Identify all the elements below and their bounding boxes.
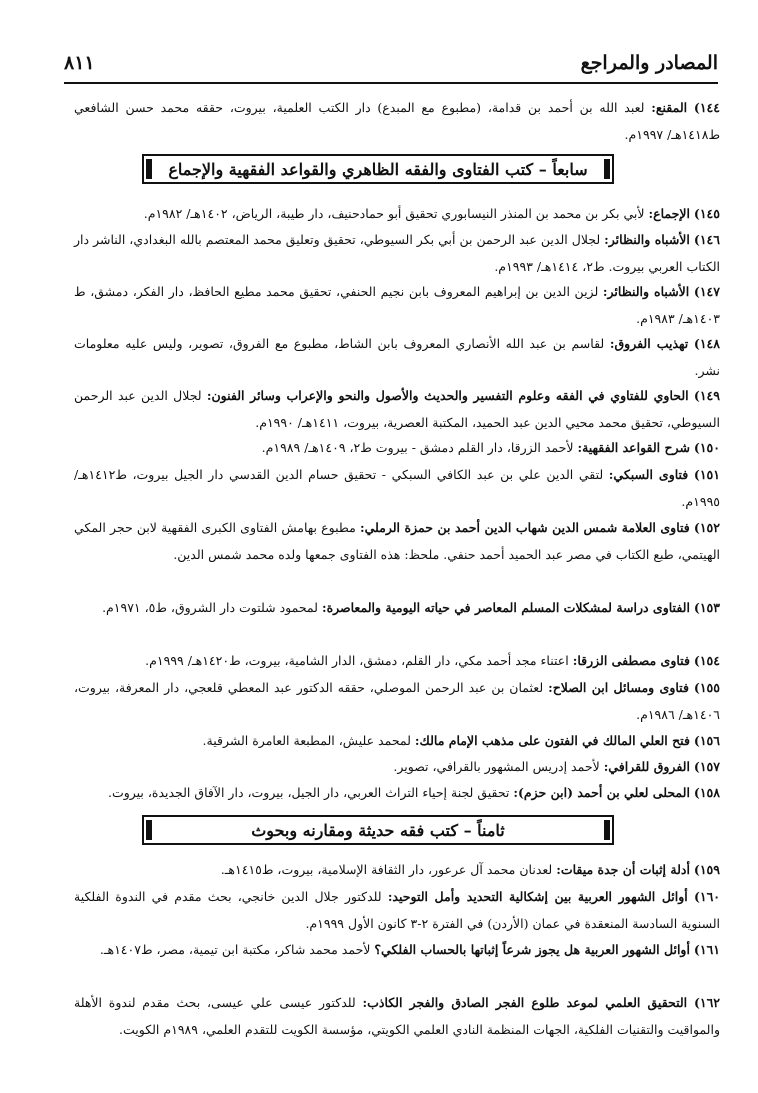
entry-number: ١٤٩) [693,388,720,403]
entry-text: لمحمود شلتوت دار الشروق، ط٥، ١٩٧١م. [102,600,318,615]
entry-text: لزين الدين بن إبراهيم المعروف بابن نجيم الحنفي، تحقيق محمد مطيع الحافظ، دار الفكر، دمشق، ط ١٤٠٣هـ/ ١٩٨٣م. [74,284,720,326]
entry-title: الفتاوى دراسة لمشكلات المسلم المعاصر في حياته اليومية والمعاصرة: [321,600,690,615]
entry-text: للدكتور جلال الدين خانجي، بحث مقدم في الندوة الفلكية السنوية السادسة المنعقدة في عمان (الأردن) في الفترة ٢-٣ كانون الأول ١٩٩٩م. [74,889,720,931]
entry-text: لقاسم بن عبد الله الأنصاري المعروف بابن الشاط، مطبوع مع الفروق، تصوير، وليس عليه معلومات نشر. [74,336,720,378]
reference-entry [74,200,720,227]
reference-entry [74,753,720,780]
reference-entry [74,883,720,937]
entry-number: ١٤٨) [693,336,720,351]
entry-title: فتاوى العلامة شمس الدين شهاب الدين أحمد بن حمزة الرملي: [359,520,690,535]
entry-title: الإجماع: [648,206,690,221]
entry-number: ١٥٦) [693,733,720,748]
entry-title: المحلى لعلي بن أحمد (ابن حزم): [513,785,690,800]
entry-number: ١٥٧) [693,759,720,774]
entry-number: ١٦٢) [693,995,721,1010]
entry-title: الأشباه والنظائر: [602,284,690,299]
entry-text: تحقيق لجنة إحياء التراث العربي، دار الجيل، بيروت، دار الآفاق الجديدة، بيروت. [107,785,510,800]
reference-entry [74,594,720,621]
entry-title: الحاوي للفتاوي في الفقه وعلوم التفسير والحديث والأصول والنحو والإعراب وسائر الفنون: [206,388,689,403]
entry-title: الأشباه والنظائر: [604,232,690,247]
entry-title: فتاوى السبكي: [608,467,689,482]
reference-entry [74,989,720,1043]
entry-title: التحقيق العلمي لموعد طلوع الفجر الصادق والفجر الكاذب: [362,995,688,1010]
entry-text: لعثمان بن عبد الرحمن الموصلي، حققه الدكتور عبد المعطي قلعجي، دار المعرفة، بيروت، ١٤٠٦هـ/ ١٩٨٦م. [74,680,720,722]
reference-entry [74,226,720,280]
reference-entry [74,779,720,806]
reference-entry [74,936,720,963]
page-number: ٨١١ [64,52,95,74]
running-title: المصادر والمراجع [580,52,718,74]
entry-text: لأحمد محمد شاكر، مكتبة ابن تيمية، مصر، ط١٤٠٧هـ. [99,942,371,957]
reference-entry [74,94,720,148]
entry-number: ١٥٨) [693,785,720,800]
entry-title: المقنع: [651,100,688,115]
entry-text: لأحمد إدريس المشهور بالقرافي، تصوير. [393,759,600,774]
entry-number: ١٥١) [693,467,720,482]
entry-title: أوائل الشهور العربية بين إشكالية التحديد وأمل التوحيد: [387,889,688,904]
entry-number: ١٥٩) [693,862,720,877]
entry-title: فتاوى مصطفى الزرقا: [572,653,690,668]
reference-entry [74,647,720,674]
entry-text: للدكتور عيسى علي عيسى، بحث مقدم لندوة الأهلة والمواقيت والتقنيات الفلكية، الجهات المنظمة النادي العلمي الكويتي، مؤسسة الكويت للتقدم العلمي، ١٩٨٩م الكويت. [74,995,720,1037]
entry-text: لتقي الدين علي بن عبد الكافي السبكي - تحقيق حسام الدين القدسي دار الجيل بيروت، ط١٤١٢هـ/ ١٩٩٥م. [74,467,720,509]
entry-title: تهذيب الفروق: [609,336,689,351]
entry-title: شرح القواعد الفقهية: [577,440,690,455]
section-heading [142,815,614,845]
entry-number: ١٤٥) [693,206,720,221]
entry-title: أدلة إثبات أن جدة ميقات: [556,862,690,877]
entry-text: لأبي بكر بن محمد بن المنذر النيسابوري تحقيق أبو حمادحنيف، دار طيبة، الرياض، ١٤٠٢هـ/ ١٩٨٢م. [143,206,645,221]
entry-number: ١٥٢) [693,520,720,535]
entry-text: مطبوع بهامش الفتاوى الكبرى الفقهية لابن حجر المكي الهيتمي، طبع الكتاب في مصر عبد الحميد أحمد حنفي. ملحظ: هذه الفتاوى جمعها ولده محمد شمس الدين. [74,520,720,562]
entry-number: ١٥٤) [693,653,720,668]
entry-number: ١٥٣) [693,600,720,615]
entry-text: اعتناء مجد أحمد مكي، دار القلم، دمشق، الدار الشامية، بيروت، ط١٤٢٠هـ/ ١٩٩٩م. [145,653,569,668]
entry-title: فتاوى ومسائل ابن الصلاح: [548,680,689,695]
entry-number: ١٤٦) [693,232,720,247]
entry-text: لعبد الله بن أحمد بن قدامة، (مطبوع مع المبدع) دار الكتب العلمية، بيروت، حققه محمد حسن الشافعي ط١٤١٨هـ/ ١٩٩٧م. [74,100,720,142]
entry-text: لجلال الدين عبد الرحمن السيوطي، تحقيق محمد محيي الدين عبد الحميد، المكتبة العصرية، بيروت، ١٤١١هـ/ ١٩٩٠م. [74,388,720,430]
reference-entry [74,727,720,754]
reference-entry [74,278,720,332]
entry-title: فتح العلي المالك في الفتون على مذهب الإمام مالك: [414,733,690,748]
entry-text: لأحمد الزرقا، دار القلم دمشق - بيروت ط٢، ١٤٠٩هـ/ ١٩٨٩م. [261,440,574,455]
reference-entry [74,514,720,568]
entry-number: ١٤٧) [693,284,720,299]
entry-number: ١٦١) [693,942,720,957]
section-title: ثامناً – كتب فقه حديثة ومقارنه وبحوث [251,820,505,840]
entry-text: لعدنان محمد آل عرعور، دار الثقافة الإسلامية، بيروت، ط١٤١٥هـ. [220,862,553,877]
reference-entry [74,674,720,728]
section-heading [142,154,614,184]
page-header [64,48,718,84]
entry-number: ١٥٥) [693,680,720,695]
reference-entry [74,382,720,436]
reference-entry [74,434,720,461]
reference-entry [74,461,720,515]
reference-entry [74,856,720,883]
entry-number: ١٥٠) [693,440,720,455]
entry-number: ١٤٤) [693,100,720,115]
entry-text: لجلال الدين عبد الرحمن بن أبي بكر السيوطي، تحقيق وتعليق محمد المعتصم بالله البغدادي، الناشر دار الكتاب العربي بيروت. ط٢، ١٤١٤هـ/ ١٩٩٣م. [74,232,720,274]
section-title: سابعاً – كتب الفتاوى والفقه الظاهري والقواعد الفقهية والإجماع [168,159,588,179]
entry-text: لمحمد عليش، المطبعة العامرة الشرقية. [202,733,411,748]
entry-number: ١٦٠) [693,889,721,904]
reference-entry [74,330,720,384]
entry-title: الفروق للقرافي: [603,759,690,774]
entry-title: أوائل الشهور العربية هل يجوز شرعاً إثباتها بالحساب الفلكي؟ [374,942,690,957]
